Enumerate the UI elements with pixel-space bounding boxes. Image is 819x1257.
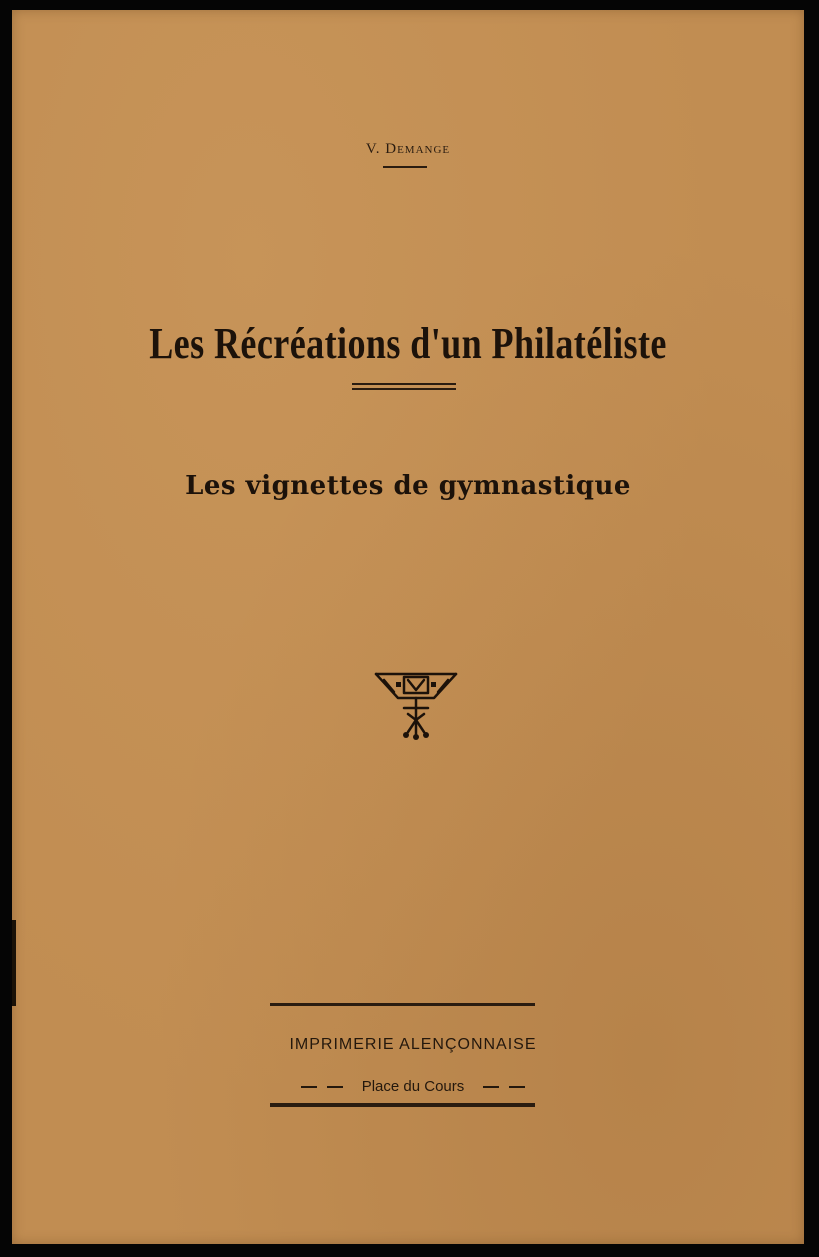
printer-address: [12, 1078, 804, 1095]
title-double-rule-top: [352, 383, 456, 385]
author-underline: [383, 166, 427, 168]
title-double-rule-bottom: [352, 388, 456, 390]
art-deco-ornament-icon: [374, 670, 458, 742]
book-title: Les Récréations d'un Philatéliste: [149, 319, 667, 368]
booklet-cover: [12, 10, 804, 1244]
dash-ornament: [509, 1086, 525, 1088]
dash-ornament: [483, 1086, 499, 1088]
printer-name: IMPRIMERIE ALENÇONNAISE: [289, 1036, 537, 1053]
dash-ornament: [301, 1086, 317, 1088]
printer-rule-bottom: [270, 1103, 535, 1107]
dash-ornament: [327, 1086, 343, 1088]
printer-address-text: Place du Cours: [361, 1078, 465, 1095]
printer-rule-top: [270, 1003, 535, 1006]
book-subtitle: Les vignettes de gymnastique: [185, 471, 631, 501]
spine-staple: [12, 920, 16, 1006]
author-name: V. Demange: [365, 141, 451, 157]
